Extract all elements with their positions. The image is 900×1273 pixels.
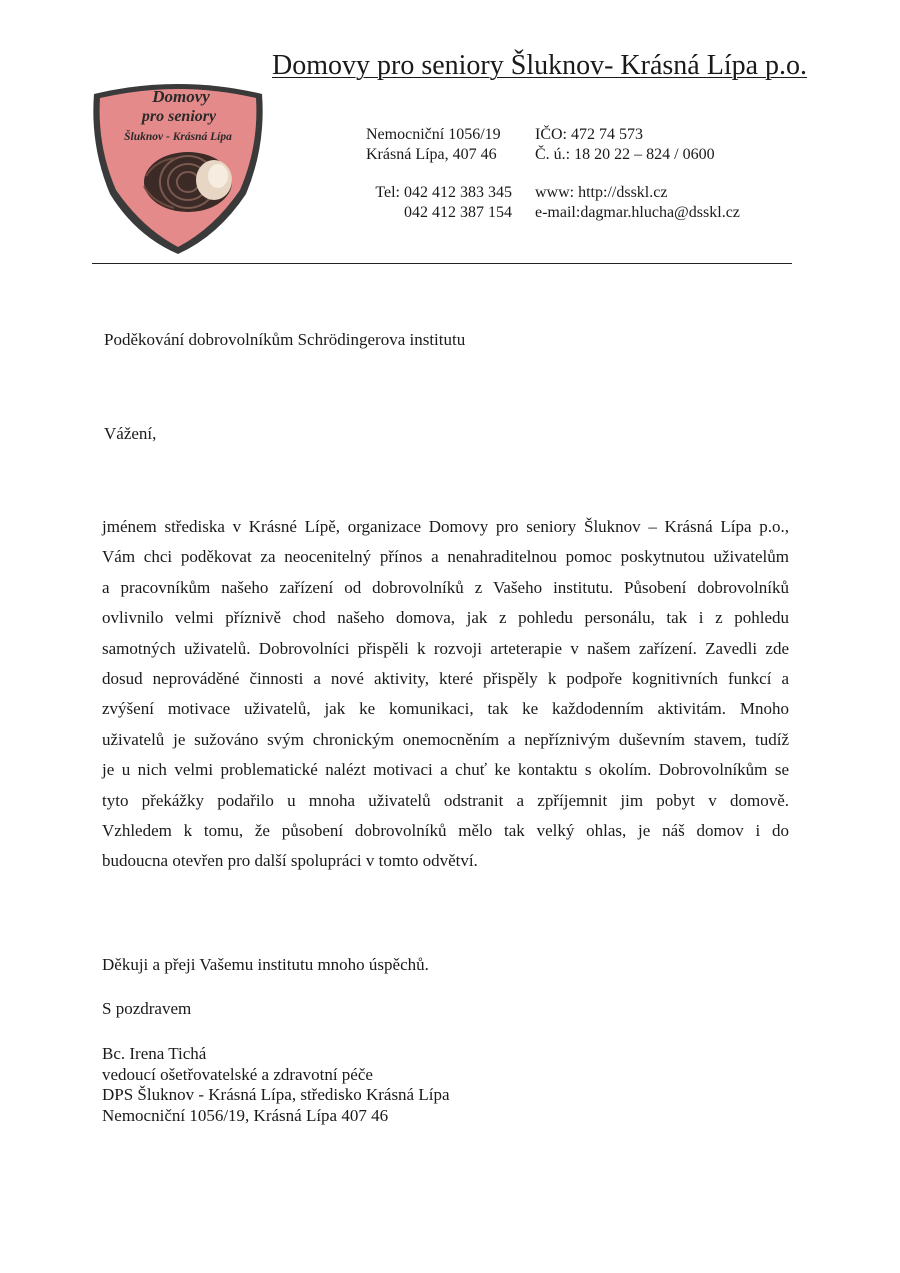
ico-number: IČO: 472 74 573 bbox=[535, 126, 643, 143]
signature-block bbox=[102, 1044, 450, 1126]
organization-logo bbox=[86, 76, 270, 258]
signatory-address: Nemocniční 1056/19, Krásná Lípa 407 46 bbox=[102, 1105, 389, 1125]
signatory-name: Bc. Irena Tichá bbox=[102, 1044, 207, 1063]
address-block bbox=[366, 125, 501, 165]
email: e-mail:dagmar.hlucha@dsskl.cz bbox=[535, 204, 740, 221]
body-line: a pracovníkům našeho zařízení od dobrovolníků z Vašeho institutu. Působení dobrovolníků bbox=[102, 577, 789, 597]
phone-block bbox=[366, 183, 512, 223]
body-line: budoucna otevřen pro další spolupráci v tomto odvětví. bbox=[102, 851, 478, 871]
signatory-unit: DPS Šluknov - Krásná Lípa, středisko Krásná Lípa bbox=[102, 1085, 450, 1104]
body-line: ovlivnilo velmi příznivě chod našeho domova, jak z pohledu personálu, tak i z pohledu bbox=[102, 608, 789, 628]
closing-thanks: Děkuji a přeji Vašemu institutu mnoho úspěchů. bbox=[102, 955, 429, 974]
letter-body bbox=[102, 512, 789, 877]
nautilus-shell-icon bbox=[144, 152, 232, 212]
body-line: jménem střediska v Krásné Lípě, organizace Domovy pro seniory Šluknov – Krásná Lípa p.o., bbox=[102, 517, 789, 536]
body-line: Vám chci poděkovat za neocenitelný přínos a nenahraditelnou pomoc poskytnutou uživatelům bbox=[102, 547, 789, 567]
web-contact-block bbox=[535, 183, 740, 223]
phone-line1: Tel: 042 412 383 345 bbox=[375, 184, 512, 201]
phone-line2: 042 412 387 154 bbox=[404, 204, 512, 221]
organization-name: Domovy pro seniory Šluknov- Krásná Lípa p.o. bbox=[272, 50, 808, 81]
logo-text-line3: Šluknov - Krásná Lípa bbox=[124, 131, 232, 143]
body-line: zvýšení motivace uživatelů, jak ke komunikaci, tak ke každodenním aktivitám. Mnoho bbox=[102, 699, 789, 719]
letter-subject: Poděkování dobrovolníkům Schrödingerova institutu bbox=[104, 330, 466, 349]
body-line: Vzhledem k tomu, že působení dobrovolníků mělo tak velký ohlas, je náš domov i do bbox=[102, 821, 789, 841]
address-line2: Krásná Lípa, 407 46 bbox=[366, 146, 497, 163]
website: www: http://dsskl.cz bbox=[535, 184, 668, 201]
body-line: dosud neprováděné činnosti a nové aktivity, které přispěly k podpoře kognitivních funkcí a bbox=[102, 669, 789, 689]
logo-text-line1: Domovy bbox=[152, 87, 210, 106]
bank-account: Č. ú.: 18 20 22 – 824 / 0600 bbox=[535, 146, 715, 163]
body-line: uživatelů je sužováno svým chronickým onemocněním a nepříznivým duševním stavem, tudíž bbox=[102, 729, 789, 749]
letter-greeting: Vážení, bbox=[104, 424, 157, 443]
header-divider bbox=[92, 263, 792, 264]
registration-block bbox=[535, 125, 715, 165]
body-line: samotných uživatelů. Dobrovolníci přispěli k rozvoji arteterapie v našem zařízení. Zavedli zde bbox=[102, 638, 789, 658]
body-line: je u nich velmi problematické nalézt motivaci a chuť ke kontaktu s okolím. Dobrovolníkům se bbox=[102, 760, 789, 780]
logo-text-line2: pro seniory bbox=[141, 108, 217, 125]
body-line: tyto překážky podařilo u mnoha uživatelů odstranit a zpříjemnit jim pobyt v domově. bbox=[102, 790, 789, 810]
signatory-position: vedoucí ošetřovatelské a zdravotní péče bbox=[102, 1064, 373, 1084]
closing-regards: S pozdravem bbox=[102, 999, 192, 1018]
address-line1: Nemocniční 1056/19 bbox=[366, 126, 501, 143]
